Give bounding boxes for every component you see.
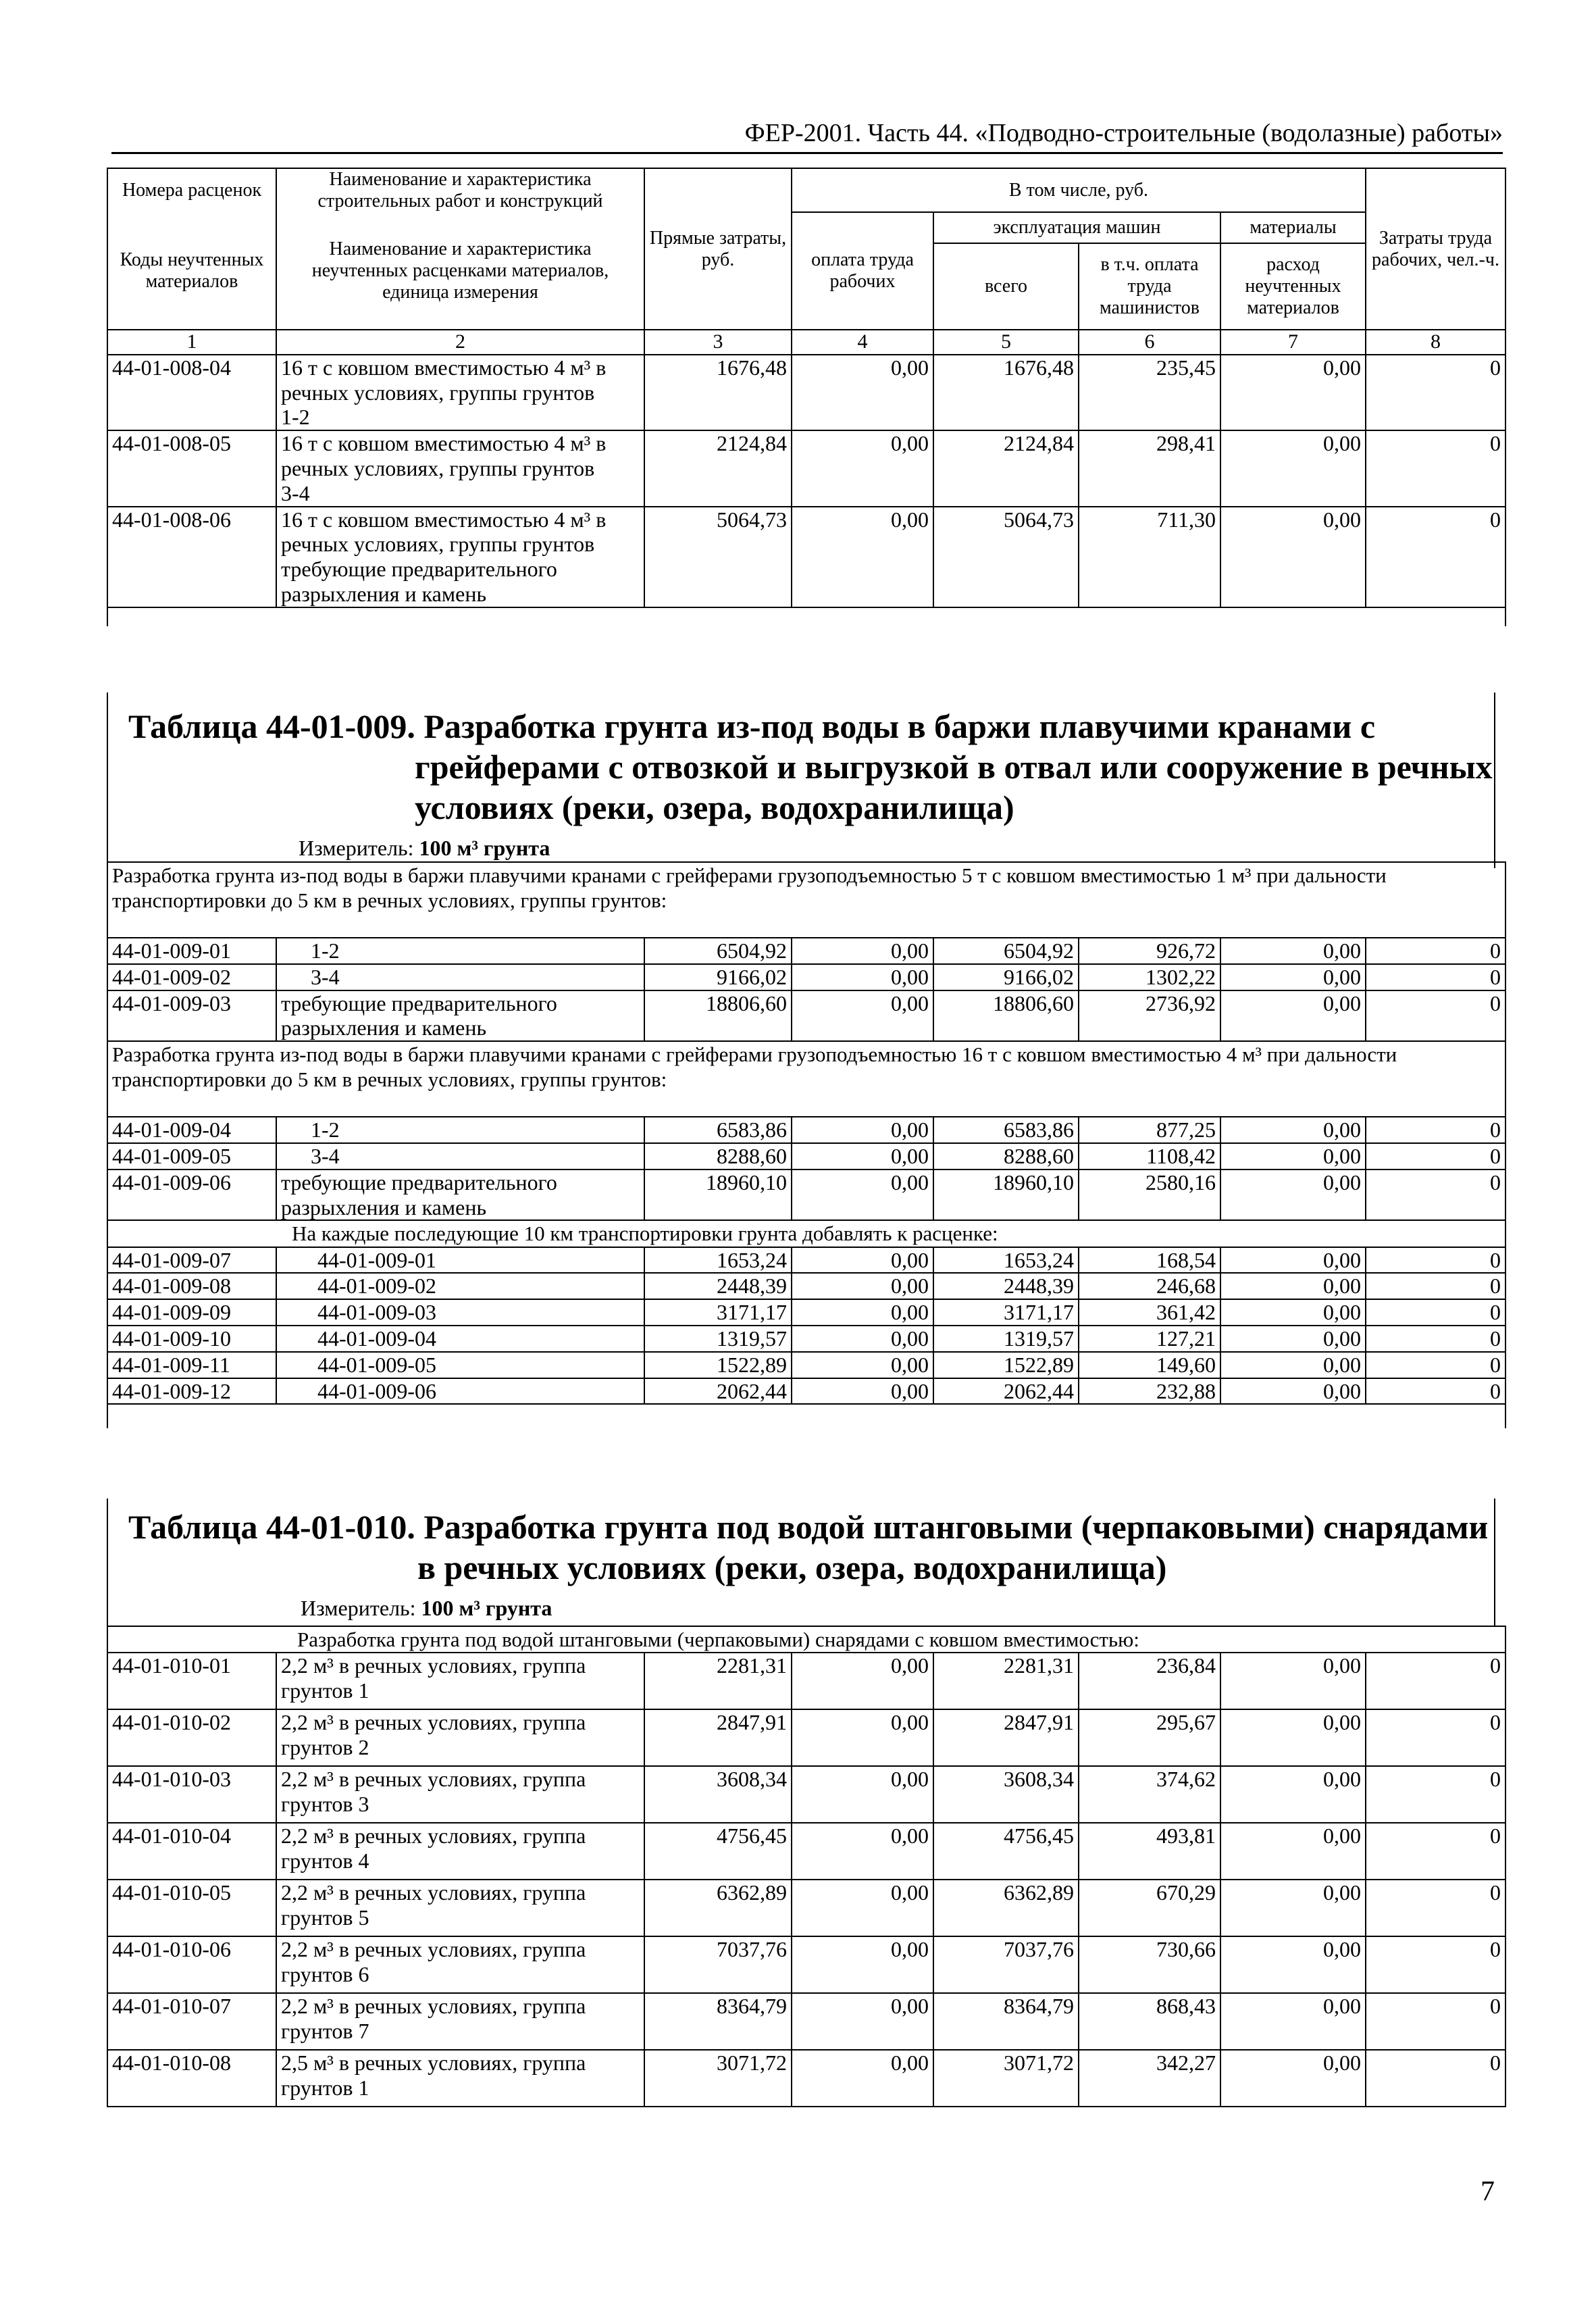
labor-hours: 0	[1366, 1143, 1505, 1169]
table-row	[107, 990, 1505, 1042]
table-009-title-line1: Таблица 44-01-009. Разработка грунта из-под воды в баржи плавучими кранами с	[128, 707, 1376, 745]
labor-hours: 0	[1366, 1880, 1505, 1936]
labor-pay: 0,00	[792, 1247, 933, 1274]
page-number: 7	[1481, 2176, 1495, 2207]
table-010-meter	[301, 1596, 552, 1621]
operators-pay: 246,68	[1079, 1273, 1220, 1299]
machines-total: 18960,10	[933, 1169, 1079, 1221]
labor-hours: 0	[1366, 1653, 1505, 1709]
operators-pay: 877,25	[1079, 1117, 1220, 1143]
machines-total: 6362,89	[933, 1880, 1079, 1936]
materials-value: 0,00	[1220, 355, 1366, 430]
rate-name: 2,2 м³ в речных условиях, группа грунтов 5	[276, 1880, 644, 1936]
table-row	[107, 1247, 1505, 1274]
rate-code: 44-01-009-03	[107, 990, 276, 1042]
col-rate-numbers: Номера расценок	[107, 168, 276, 212]
labor-pay: 0,00	[792, 2050, 933, 2107]
labor-hours: 0	[1366, 1299, 1505, 1326]
labor-pay: 0,00	[792, 1378, 933, 1405]
operators-pay: 493,81	[1079, 1823, 1220, 1880]
direct-cost: 2281,31	[644, 1653, 792, 1709]
group-heading: На каждые последующие 10 км транспортировки грунта добавлять к расценке:	[107, 1220, 1505, 1247]
labor-pay: 0,00	[792, 1766, 933, 1823]
direct-cost: 2124,84	[644, 430, 792, 506]
labor-hours: 0	[1366, 1823, 1505, 1880]
direct-cost: 3608,34	[644, 1766, 792, 1823]
materials-value: 0,00	[1220, 1378, 1366, 1405]
rate-code: 44-01-010-04	[107, 1823, 276, 1880]
labor-pay: 0,00	[792, 1143, 933, 1169]
col-number: 7	[1220, 330, 1366, 355]
direct-cost: 1676,48	[644, 355, 792, 430]
operators-pay: 342,27	[1079, 2050, 1220, 2107]
machines-total: 4756,45	[933, 1823, 1079, 1880]
direct-cost: 6504,92	[644, 938, 792, 964]
rate-name: 44-01-009-06	[276, 1378, 644, 1405]
labor-pay: 0,00	[792, 1299, 933, 1326]
rate-code: 44-01-009-04	[107, 1117, 276, 1143]
materials-value: 0,00	[1220, 1352, 1366, 1378]
table-row	[107, 1936, 1505, 1993]
table-row	[107, 1653, 1505, 1709]
labor-hours: 0	[1366, 1326, 1505, 1352]
table-009-meter	[299, 836, 550, 861]
meter-value: 100 м³ грунта	[421, 1596, 552, 1620]
rate-name: 44-01-009-02	[276, 1273, 644, 1299]
labor-hours: 0	[1366, 1993, 1505, 2050]
operators-pay: 235,45	[1079, 355, 1220, 430]
machines-total: 3071,72	[933, 2050, 1079, 2107]
table-009-group2-rows	[107, 1117, 1505, 1220]
materials-value: 0,00	[1220, 1143, 1366, 1169]
table-010-title-block	[107, 1499, 1495, 1627]
direct-cost: 9166,02	[644, 964, 792, 990]
labor-hours: 0	[1366, 1117, 1505, 1143]
machines-total: 18806,60	[933, 990, 1079, 1042]
col-name-bottom: Наименование и характеристика неучтенных расценками материалов, единица измерения	[276, 212, 644, 330]
table-008-body	[107, 355, 1505, 607]
table-009-title-line2: грейферами с отвозкой и выгрузкой в отвал или сооружение в речных	[415, 748, 1493, 786]
labor-hours: 0	[1366, 1352, 1505, 1378]
operators-pay: 149,60	[1079, 1352, 1220, 1378]
materials-value: 0,00	[1220, 1823, 1366, 1880]
table-row	[107, 1880, 1505, 1936]
labor-pay: 0,00	[792, 964, 933, 990]
machines-total: 2448,39	[933, 1273, 1079, 1299]
rate-code: 44-01-009-11	[107, 1352, 276, 1378]
group-heading: Разработка грунта из-под воды в баржи плавучими кранами с грейферами грузоподъемностью 16 т с ковшом вместимостью 4 м³ при дальности транспортировки до 5 км в речных условиях, группы грунтов:	[107, 1041, 1505, 1117]
meter-label: Измеритель:	[301, 1596, 421, 1620]
materials-value: 0,00	[1220, 1247, 1366, 1274]
meter-label: Измеритель:	[299, 836, 419, 860]
labor-hours: 0	[1366, 990, 1505, 1042]
table-row	[107, 355, 1505, 430]
operators-pay: 374,62	[1079, 1766, 1220, 1823]
labor-hours: 0	[1366, 355, 1505, 430]
table-row	[107, 1117, 1505, 1143]
labor-pay: 0,00	[792, 1117, 933, 1143]
col-machines-operators: в т.ч. оплата труда машинистов	[1079, 243, 1220, 330]
rate-name: 16 т с ковшом вместимостью 4 м³ в речных условиях, группы грунтов требующие предварительного разрыхления и камень	[276, 507, 644, 607]
table-row	[107, 1993, 1505, 2050]
rate-name: требующие предварительного разрыхления и камень	[276, 1169, 644, 1221]
col-labor-pay: оплата труда рабочих	[792, 212, 933, 330]
rate-code: 44-01-010-05	[107, 1880, 276, 1936]
machines-total: 2847,91	[933, 1709, 1079, 1766]
group-heading: Разработка грунта под водой штанговыми (черпаковыми) снарядами с ковшом вместимостью:	[107, 1626, 1505, 1653]
direct-cost: 8364,79	[644, 1993, 792, 2050]
materials-value: 0,00	[1220, 1766, 1366, 1823]
direct-cost: 1319,57	[644, 1326, 792, 1352]
col-materials-unaccounted: расход неучтенных материалов	[1220, 243, 1366, 330]
col-number: 2	[276, 330, 644, 355]
table-row	[107, 1352, 1505, 1378]
machines-total: 7037,76	[933, 1936, 1079, 1993]
col-number: 4	[792, 330, 933, 355]
table-row	[107, 507, 1505, 607]
direct-cost: 4756,45	[644, 1823, 792, 1880]
labor-pay: 0,00	[792, 1326, 933, 1352]
labor-hours: 0	[1366, 964, 1505, 990]
rate-name: 44-01-009-05	[276, 1352, 644, 1378]
machines-total: 6583,86	[933, 1117, 1079, 1143]
spacer	[107, 607, 1505, 626]
direct-cost: 1522,89	[644, 1352, 792, 1378]
rate-name: 1-2	[276, 938, 644, 964]
direct-cost: 6583,86	[644, 1117, 792, 1143]
rate-name: 2,2 м³ в речных условиях, группа грунтов 1	[276, 1653, 644, 1709]
col-name-top: Наименование и характеристика строительных работ и конструкций	[276, 168, 644, 212]
col-labor-cost: Затраты труда рабочих, чел.-ч.	[1366, 168, 1505, 330]
machines-total: 1319,57	[933, 1326, 1079, 1352]
table-010-title-line2: в речных условиях (реки, озера, водохранилища)	[417, 1549, 1167, 1586]
labor-hours: 0	[1366, 1169, 1505, 1221]
table-009-group3-rows	[107, 1247, 1505, 1405]
table-row	[107, 1378, 1505, 1405]
group-heading: Разработка грунта из-под воды в баржи плавучими кранами с грейферами грузоподъемностью 5 т с ковшом вместимостью 1 м³ при дальности транспортировки до 5 км в речных условиях, группы грунтов:	[107, 862, 1505, 938]
col-number: 1	[107, 330, 276, 355]
rate-code: 44-01-009-09	[107, 1299, 276, 1326]
machines-total: 3608,34	[933, 1766, 1079, 1823]
direct-cost: 5064,73	[644, 507, 792, 607]
materials-value: 0,00	[1220, 1993, 1366, 2050]
table-010	[107, 1626, 1506, 2107]
table-009	[107, 861, 1506, 1428]
operators-pay: 2736,92	[1079, 990, 1220, 1042]
col-number: 8	[1366, 330, 1505, 355]
operators-pay: 670,29	[1079, 1880, 1220, 1936]
table-row	[107, 1823, 1505, 1880]
labor-pay: 0,00	[792, 1709, 933, 1766]
materials-value: 0,00	[1220, 1273, 1366, 1299]
rate-code: 44-01-009-05	[107, 1143, 276, 1169]
labor-hours: 0	[1366, 1247, 1505, 1274]
labor-pay: 0,00	[792, 430, 933, 506]
labor-hours: 0	[1366, 2050, 1505, 2107]
col-incl: В том числе, руб.	[792, 168, 1366, 212]
direct-cost: 18806,60	[644, 990, 792, 1042]
rate-code: 44-01-009-07	[107, 1247, 276, 1274]
materials-value: 0,00	[1220, 1936, 1366, 1993]
table-row	[107, 964, 1505, 990]
materials-value: 0,00	[1220, 964, 1366, 990]
rate-name: 44-01-009-04	[276, 1326, 644, 1352]
rate-code: 44-01-008-06	[107, 507, 276, 607]
table-row	[107, 938, 1505, 964]
labor-pay: 0,00	[792, 938, 933, 964]
table-row	[107, 1326, 1505, 1352]
rate-name: 2,2 м³ в речных условиях, группа грунтов 4	[276, 1823, 644, 1880]
direct-cost: 2062,44	[644, 1378, 792, 1405]
machines-total: 2062,44	[933, 1378, 1079, 1405]
machines-total: 9166,02	[933, 964, 1079, 990]
labor-pay: 0,00	[792, 1653, 933, 1709]
col-machines: эксплуатация машин	[933, 212, 1220, 243]
operators-pay: 730,66	[1079, 1936, 1220, 1993]
table-010-rows	[107, 1653, 1505, 2107]
rate-name: 2,2 м³ в речных условиях, группа грунтов 7	[276, 1993, 644, 2050]
rate-name: 2,5 м³ в речных условиях, группа грунтов 1	[276, 2050, 644, 2107]
col-direct: Прямые затраты, руб.	[644, 168, 792, 330]
direct-cost: 2448,39	[644, 1273, 792, 1299]
materials-value: 0,00	[1220, 1169, 1366, 1221]
machines-total: 5064,73	[933, 507, 1079, 607]
rate-code: 44-01-010-02	[107, 1709, 276, 1766]
rate-code: 44-01-008-05	[107, 430, 276, 506]
table-row	[107, 1273, 1505, 1299]
operators-pay: 236,84	[1079, 1653, 1220, 1709]
machines-total: 2124,84	[933, 430, 1079, 506]
rate-name: 16 т с ковшом вместимостью 4 м³ в речных условиях, группы грунтов 1-2	[276, 355, 644, 430]
machines-total: 8364,79	[933, 1993, 1079, 2050]
operators-pay: 868,43	[1079, 1993, 1220, 2050]
labor-hours: 0	[1366, 1273, 1505, 1299]
rate-code: 44-01-009-08	[107, 1273, 276, 1299]
table-row	[107, 1299, 1505, 1326]
table-009-title-line3: условиях (реки, озера, водохранилища)	[415, 788, 1014, 826]
operators-pay: 1108,42	[1079, 1143, 1220, 1169]
materials-value: 0,00	[1220, 1326, 1366, 1352]
rate-name: 2,2 м³ в речных условиях, группа грунтов 2	[276, 1709, 644, 1766]
col-number: 6	[1079, 330, 1220, 355]
col-machines-total: всего	[933, 243, 1079, 330]
materials-value: 0,00	[1220, 1117, 1366, 1143]
rate-code: 44-01-009-02	[107, 964, 276, 990]
rate-name: 16 т с ковшом вместимостью 4 м³ в речных условиях, группы грунтов 3-4	[276, 430, 644, 506]
labor-hours: 0	[1366, 1766, 1505, 1823]
rate-code: 44-01-009-10	[107, 1326, 276, 1352]
machines-total: 6504,92	[933, 938, 1079, 964]
labor-pay: 0,00	[792, 1169, 933, 1221]
labor-pay: 0,00	[792, 990, 933, 1042]
materials-value: 0,00	[1220, 1880, 1366, 1936]
operators-pay: 361,42	[1079, 1299, 1220, 1326]
materials-value: 0,00	[1220, 1653, 1366, 1709]
machines-total: 1676,48	[933, 355, 1079, 430]
table-009-title-block	[107, 693, 1495, 868]
machines-total: 1653,24	[933, 1247, 1079, 1274]
materials-value: 0,00	[1220, 938, 1366, 964]
rate-code: 44-01-009-12	[107, 1378, 276, 1405]
operators-pay: 2580,16	[1079, 1169, 1220, 1221]
labor-pay: 0,00	[792, 1823, 933, 1880]
labor-pay: 0,00	[792, 1993, 933, 2050]
labor-hours: 0	[1366, 507, 1505, 607]
operators-pay: 232,88	[1079, 1378, 1220, 1405]
rate-name: 3-4	[276, 964, 644, 990]
operators-pay: 168,54	[1079, 1247, 1220, 1274]
rate-name: требующие предварительного разрыхления и камень	[276, 990, 644, 1042]
labor-hours: 0	[1366, 1936, 1505, 1993]
labor-hours: 0	[1366, 430, 1505, 506]
rate-name: 44-01-009-01	[276, 1247, 644, 1274]
labor-hours: 0	[1366, 1709, 1505, 1766]
table-row	[107, 1766, 1505, 1823]
col-number: 3	[644, 330, 792, 355]
direct-cost: 1653,24	[644, 1247, 792, 1274]
rate-name: 2,2 м³ в речных условиях, группа грунтов 6	[276, 1936, 644, 1993]
direct-cost: 18960,10	[644, 1169, 792, 1221]
rate-code: 44-01-010-03	[107, 1766, 276, 1823]
direct-cost: 8288,60	[644, 1143, 792, 1169]
rate-name: 44-01-009-03	[276, 1299, 644, 1326]
rate-name: 2,2 м³ в речных условиях, группа грунтов 3	[276, 1766, 644, 1823]
machines-total: 1522,89	[933, 1352, 1079, 1378]
labor-pay: 0,00	[792, 355, 933, 430]
labor-pay: 0,00	[792, 1880, 933, 1936]
table-row	[107, 2050, 1505, 2107]
labor-pay: 0,00	[792, 1352, 933, 1378]
table-010-title-line1: Таблица 44-01-010. Разработка грунта под водой штанговыми (черпаковыми) снарядами	[128, 1508, 1489, 1546]
direct-cost: 3071,72	[644, 2050, 792, 2107]
materials-value: 0,00	[1220, 1299, 1366, 1326]
operators-pay: 295,67	[1079, 1709, 1220, 1766]
spacer	[107, 1404, 1505, 1428]
operators-pay: 1302,22	[1079, 964, 1220, 990]
page-header	[111, 111, 1503, 154]
rate-code: 44-01-010-06	[107, 1936, 276, 1993]
labor-hours: 0	[1366, 938, 1505, 964]
table-row	[107, 430, 1505, 506]
machines-total: 3171,17	[933, 1299, 1079, 1326]
meter-value: 100 м³ грунта	[419, 836, 550, 860]
operators-pay: 298,41	[1079, 430, 1220, 506]
rate-code: 44-01-008-04	[107, 355, 276, 430]
table-row	[107, 1709, 1505, 1766]
col-number: 5	[933, 330, 1079, 355]
direct-cost: 3171,17	[644, 1299, 792, 1326]
rate-name: 1-2	[276, 1117, 644, 1143]
table-009-group1-rows	[107, 938, 1505, 1041]
rate-code: 44-01-010-07	[107, 1993, 276, 2050]
col-codes: Коды неучтенных материалов	[107, 212, 276, 330]
rate-code: 44-01-009-01	[107, 938, 276, 964]
rate-code: 44-01-010-08	[107, 2050, 276, 2107]
labor-hours: 0	[1366, 1378, 1505, 1405]
labor-pay: 0,00	[792, 1936, 933, 1993]
operators-pay: 711,30	[1079, 507, 1220, 607]
operators-pay: 926,72	[1079, 938, 1220, 964]
materials-value: 0,00	[1220, 2050, 1366, 2107]
materials-value: 0,00	[1220, 430, 1366, 506]
direct-cost: 7037,76	[644, 1936, 792, 1993]
direct-cost: 2847,91	[644, 1709, 792, 1766]
document-title: ФЕР-2001. Часть 44. «Подводно-строительные (водолазные) работы»	[744, 119, 1503, 147]
table-row	[107, 1169, 1505, 1221]
rates-table-header	[107, 168, 1506, 626]
table-row	[107, 1143, 1505, 1169]
rate-code: 44-01-009-06	[107, 1169, 276, 1221]
labor-pay: 0,00	[792, 507, 933, 607]
direct-cost: 6362,89	[644, 1880, 792, 1936]
labor-pay: 0,00	[792, 1273, 933, 1299]
operators-pay: 127,21	[1079, 1326, 1220, 1352]
machines-total: 8288,60	[933, 1143, 1079, 1169]
machines-total: 2281,31	[933, 1653, 1079, 1709]
col-materials: материалы	[1220, 212, 1366, 243]
rate-code: 44-01-010-01	[107, 1653, 276, 1709]
materials-value: 0,00	[1220, 507, 1366, 607]
materials-value: 0,00	[1220, 990, 1366, 1042]
materials-value: 0,00	[1220, 1709, 1366, 1766]
rate-name: 3-4	[276, 1143, 644, 1169]
